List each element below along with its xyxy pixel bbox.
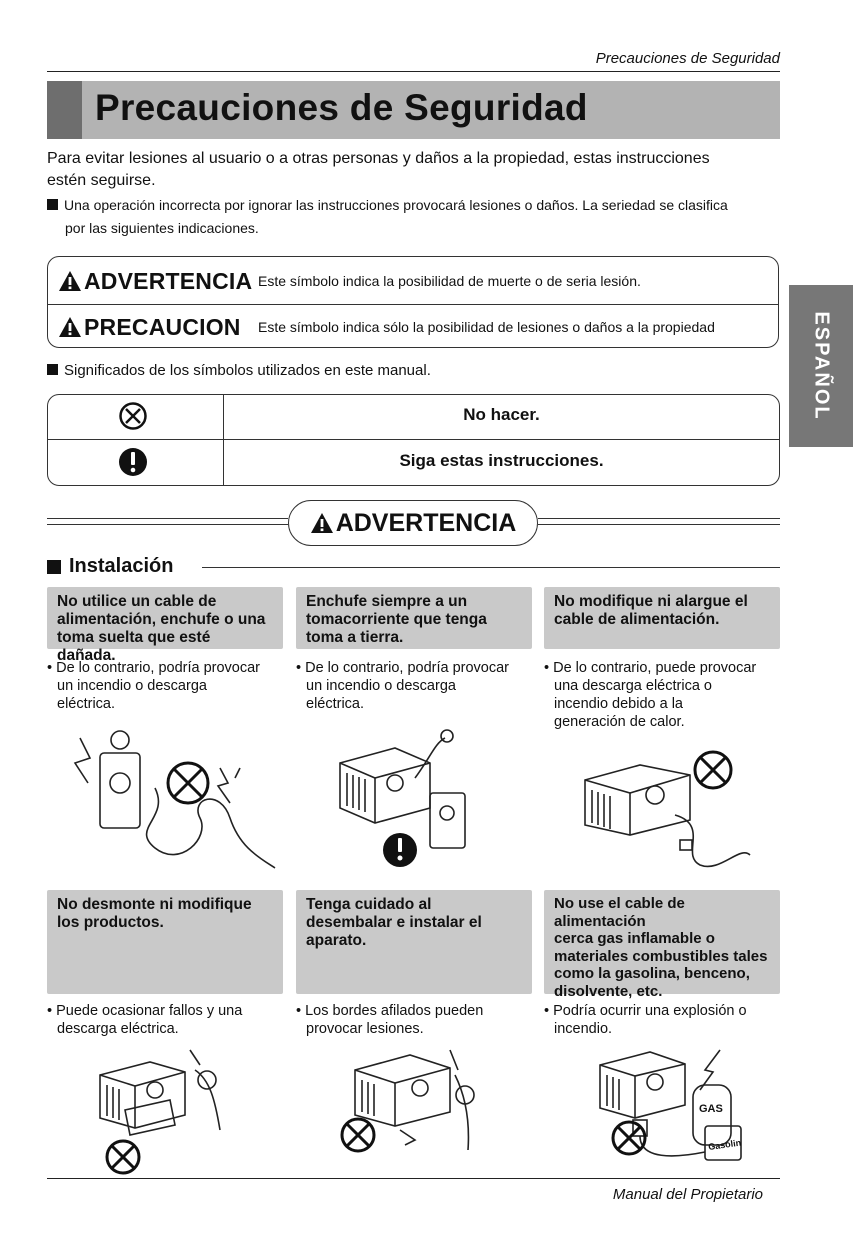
intro-note-line-1: Una operación incorrecta por ignorar las instrucciones provocará lesiones o daños. La seriedad se clasifica [64,197,728,213]
section-title: Instalación [69,555,174,577]
intro-line-2: estén seguirse. [47,172,156,189]
footer-rule [47,1178,780,1179]
prohibited-icon [107,1141,139,1173]
section-rule [202,567,780,568]
square-bullet-icon [47,560,61,574]
card-2-body-line: • De lo contrario, podría provocar [296,660,510,676]
card-1-body-line: eléctrica. [57,696,116,712]
intro [47,148,787,240]
card-6-heading [544,890,780,1000]
card-4-body [47,1002,287,1038]
card-5-body-line: provocar lesiones. [306,1021,424,1037]
card-5-body-line: • Los bordes afilados pueden [296,1003,484,1019]
card-3-body [544,659,784,731]
intro-note [47,194,787,217]
signal-label-warning [58,268,252,295]
card-3-heading-line: cable de alimentación. [554,611,720,628]
card-1-body-line: • De lo contrario, podría provocar [47,660,261,676]
signal-label-caution-text: PRECAUCION [84,313,241,340]
card-2-heading-line: tomacorriente que tenga [306,611,487,628]
card-1-body [47,659,287,713]
warning-triangle-icon [58,270,82,292]
table-row-divider [48,439,779,440]
running-header: Precauciones de Seguridad [595,50,780,67]
signal-row-caution [58,312,241,342]
card-6-heading-line: materiales combustibles tales [554,947,768,965]
banner-rule-right-2 [538,524,780,525]
card-6-heading-line: cerca gas inflamable o [554,930,715,947]
damaged-cord-illustration [60,728,280,878]
title-bar [47,81,780,139]
card-4-heading-line: No desmonte ni modifique [57,896,252,913]
symbol-text-mandatory: Siga estas instrucciones. [399,451,604,470]
warning-triangle-icon [310,512,334,534]
signal-label-caution [58,314,241,341]
language-tab-label: ESPAÑOL [810,311,833,421]
card-3-heading-line: No modifique ni alargue el [554,593,748,610]
warning-banner-text: ADVERTENCIA [335,508,517,537]
prohibited-icon [695,752,731,788]
signal-row-warning [58,266,252,296]
card-6-heading-line: disolvente, etc. [554,982,663,1000]
mandatory-icon [383,833,417,867]
card-2-heading-line: Enchufe siempre a un [306,593,468,610]
signal-text-caution: Este símbolo indica sólo la posibilidad de lesiones o daños a la propiedad [258,319,715,335]
card-3-body-line: incendio debido a la [554,696,683,712]
card-4-heading-line: los productos. [57,914,164,931]
card-2-heading-line: toma a tierra. [306,629,404,646]
card-6-body-line: incendio. [554,1021,613,1037]
warning-banner [288,500,538,546]
intro-note-line-2: por las siguientes indicaciones. [65,220,259,236]
modified-cord-illustration [580,745,760,875]
card-1-heading-line: alimentación, enchufe o una [57,611,266,628]
card-3-heading [544,587,780,649]
intro-line-1: Para evitar lesiones al usuario o a otras personas y daños a la propiedad, estas instrucciones [47,150,710,167]
card-5-heading-line: aparato. [306,932,367,949]
banner-rule-left [47,518,288,519]
prohibited-icon [342,1119,374,1151]
square-bullet-icon [47,199,58,210]
mandatory-icon [118,447,148,477]
card-1-heading-line: No utilice un cable de [57,593,217,610]
warning-triangle-icon [58,316,82,338]
card-2-body [296,659,536,713]
card-2-body-line: un incendio o descarga [306,678,456,694]
card-3-body-line: una descarga eléctrica o [554,678,712,694]
signal-divider [48,304,778,305]
disassembly-illustration [95,1040,245,1175]
card-1-body-line: un incendio o descarga [57,678,207,694]
card-3-body-line: generación de calor. [554,714,685,730]
square-bullet-icon [47,364,58,375]
page-title: Precauciones de Seguridad [95,87,588,128]
language-tab [789,285,853,447]
banner-rule-right [538,518,780,519]
gas-tank-label: GAS [699,1103,723,1115]
flammable-gas-illustration [595,1040,760,1170]
signal-words-box [47,256,779,348]
unpacking-illustration [340,1040,510,1170]
card-6-body [544,1002,784,1038]
card-5-heading-line: Tenga cuidado al [306,896,432,913]
prohibited-icon [168,763,208,803]
card-2-body-line: eléctrica. [306,696,365,712]
banner-rule-left-2 [47,524,288,525]
signal-label-warning-text: ADVERTENCIA [84,267,253,294]
header-rule [47,71,780,72]
card-5-heading [296,890,532,994]
symbols-intro-text: Significados de los símbolos utilizados en este manual. [64,362,431,379]
symbols-intro [47,362,431,379]
card-5-heading-line: desembalar e instalar el [306,914,482,931]
symbols-table [47,394,780,486]
card-1-heading [47,587,283,664]
signal-text-warning: Este símbolo indica la posibilidad de muerte o de seria lesión. [258,273,641,289]
card-4-heading [47,890,283,994]
section-heading [47,555,173,578]
symbol-text-prohibited: No hacer. [463,405,540,424]
card-6-heading-line: como la gasolina, benceno, [554,965,750,982]
card-1-heading-line: toma suelta que esté dañada. [57,629,211,664]
card-4-body-line: • Puede ocasionar fallos y una [47,1003,243,1019]
card-6-heading-line: No use el cable de alimentación [554,895,685,930]
card-2-heading [296,587,532,649]
prohibited-icon [118,401,148,431]
gasoline-can-label: Gasolin [707,1137,742,1153]
card-5-body [296,1002,536,1038]
grounded-outlet-illustration [335,728,505,878]
card-4-body-line: descarga eléctrica. [57,1021,179,1037]
card-6-body-line: • Podría ocurrir una explosión o [544,1003,747,1019]
footer-text: Manual del Propietario [612,1186,763,1203]
card-3-body-line: • De lo contrario, puede provocar [544,660,757,676]
title-accent-block [47,81,82,139]
